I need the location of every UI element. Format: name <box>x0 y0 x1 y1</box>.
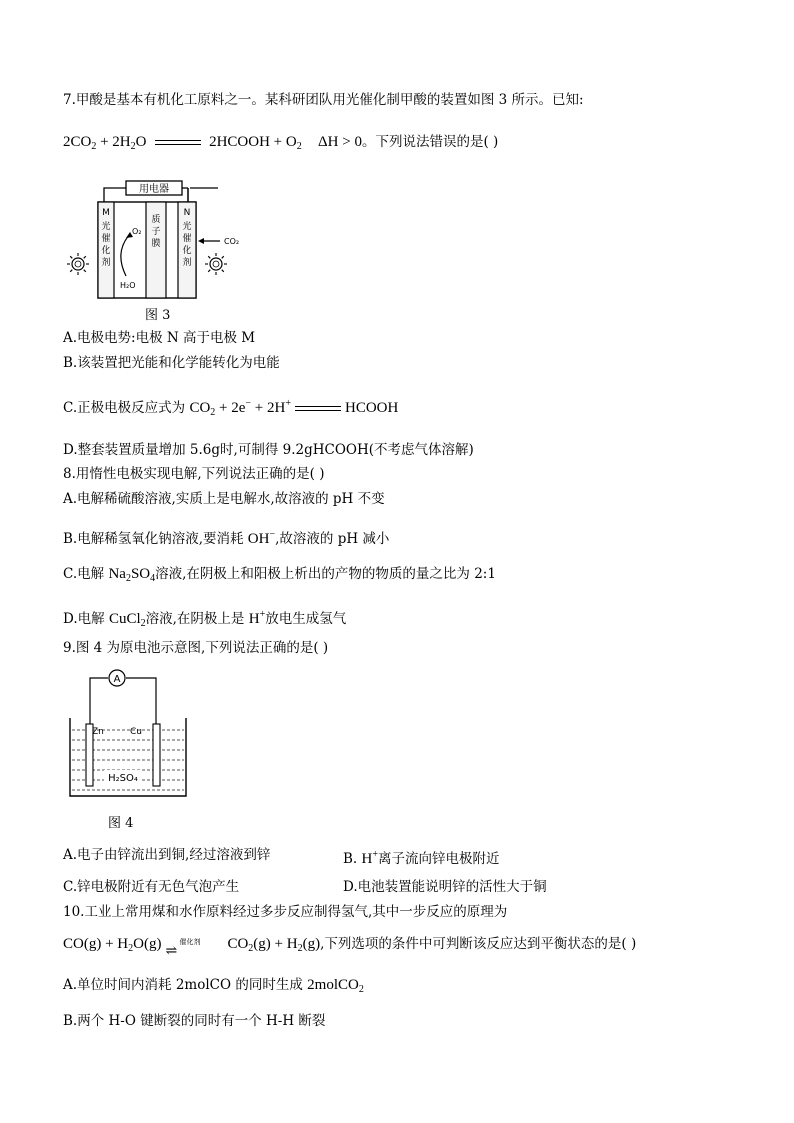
q9-option-a: A.电子由锌流出到铜,经过溶液到锌 <box>63 847 271 863</box>
q7-option-c-reactants: $CO_2 + 2e^- + 2H^+$ <box>189 398 291 418</box>
svg-text:剂: 剂 <box>101 258 111 268</box>
svg-text:H₂O: H₂O <box>120 281 136 290</box>
q10-option-b: B.两个 H-O 键断裂的同时有一个 H-H 断裂 <box>63 1013 326 1029</box>
svg-text:质: 质 <box>151 215 161 225</box>
q10-equation <box>63 934 636 959</box>
reversible-arrow-icon: 催化剂 ⇌ <box>165 937 201 959</box>
q7-eq-left: $2CO_2 + 2H_2O$ <box>63 134 147 152</box>
q8-option-a: A.电解稀硫酸溶液,实质上是电解水,故溶液的 pH 不变 <box>63 491 385 507</box>
q10-option-a-prefix: A.单位时间内消耗 2molCO 的同时生成 <box>63 977 308 993</box>
q8-option-b-prefix: B.电解稀氢氧化钠溶液,要消耗 <box>63 531 248 547</box>
q7-option-d: D.整套装置质量增加 5.6g时,可制得 9.2gHCOOH(不考虑气体溶解) <box>63 442 474 458</box>
q10-stem: 10.工业上常用煤和水作原料经过多步反应制得氢气,其中一步反应的原理为 <box>63 904 508 920</box>
q7-option-c <box>63 394 398 423</box>
svg-text:M: M <box>102 208 110 218</box>
svg-text:子: 子 <box>151 227 161 237</box>
q8-option-c <box>63 564 496 589</box>
q9-stem: 9.图 4 为原电池示意图,下列说法正确的是( ) <box>63 640 329 656</box>
svg-text:化: 化 <box>182 246 192 256</box>
q10-reactants: $CO(g) + H_2O(g)$ <box>63 936 162 954</box>
equals-arrow-icon <box>295 404 341 414</box>
q9-option-d: D.电池装置能说明锌的活性大于铜 <box>343 879 547 895</box>
q10-option-a-chem: 2molCO$_2$ <box>307 977 364 995</box>
q8-option-c-suffix: 溶液,在阴极上和阳极上析出的产物的物质的量之比为 2:1 <box>155 566 496 582</box>
svg-text:光: 光 <box>101 222 111 232</box>
cu-label: Cu <box>130 727 142 737</box>
q9-option-b-ion: H+ <box>361 849 378 867</box>
q7-option-c-product: HCOOH <box>344 400 399 416</box>
q10-products: $CO_2(g) + H_2(g)$ <box>227 936 321 954</box>
svg-text:CO₂: CO₂ <box>224 237 240 246</box>
q7-option-a: A.电极电势:电极 N 高于电极 M <box>63 330 256 346</box>
q8-option-b-ion: OH− <box>247 529 276 547</box>
q7-equation <box>63 132 498 157</box>
figure-4-galvanic-cell <box>68 668 188 800</box>
q8-option-d-ion: H+ <box>248 609 266 627</box>
svg-text:化: 化 <box>101 246 111 256</box>
q7-eq-right: 2HCOOH + $O_2$ <box>209 134 302 152</box>
q7-option-c-prefix: C.正极电极反应式为 <box>63 400 190 416</box>
electrolyte-label: H₂SO₄ <box>108 773 138 784</box>
svg-text:催: 催 <box>182 234 192 244</box>
q10-option-a <box>63 975 364 1000</box>
copper-electrode <box>153 724 160 786</box>
q8-option-d <box>63 605 346 634</box>
q8-option-c-chem: $Na_2SO_4$ <box>108 566 156 584</box>
q8-option-c-prefix: C.电解 <box>63 566 109 582</box>
sun-icon <box>67 253 89 275</box>
svg-text:N: N <box>183 208 191 218</box>
q8-option-d-suffix: 放电生成氢气 <box>265 611 347 627</box>
svg-text:光: 光 <box>182 222 192 232</box>
q9-option-b-prefix: B. <box>343 851 362 867</box>
q9-option-b-suffix: 离子流向锌电极附近 <box>378 851 500 867</box>
figure-3-photocatalysis-device <box>60 172 260 302</box>
svg-text:O₂: O₂ <box>132 227 142 236</box>
q10-tail: ,下列选项的条件中可判断该反应达到平衡状态的是( ) <box>320 936 637 952</box>
q8-option-b <box>63 525 389 549</box>
svg-text:剂: 剂 <box>182 258 192 268</box>
svg-text:催: 催 <box>101 234 111 244</box>
ammeter-label: A <box>113 674 121 685</box>
q8-stem: 8.用惰性电极实现电解,下列说法正确的是( ) <box>63 466 325 482</box>
q8-option-d-chem: CuCl$_2$ <box>108 611 146 629</box>
equals-arrow-icon <box>155 138 201 148</box>
q8-option-d-mid: 溶液,在阴极上是 <box>145 611 249 627</box>
figure-4-caption: 图 4 <box>108 816 134 831</box>
figure-3-caption: 图 3 <box>145 308 171 323</box>
device-label: 用电器 <box>139 184 169 195</box>
q7-option-b: B.该装置把光能和化学能转化为电能 <box>63 355 280 371</box>
sun-icon <box>205 253 227 275</box>
q8-option-d-prefix: D.电解 <box>63 611 109 627</box>
svg-text:膜: 膜 <box>151 239 161 249</box>
q7-stem: 7.甲酸是基本有机化工原料之一。某科研团队用光催化制甲酸的装置如图 3 所示。已知: <box>63 92 584 108</box>
q8-option-b-suffix: ,故溶液的 pH 减小 <box>275 531 390 547</box>
q7-delta-h: ΔH > 0 <box>318 134 362 150</box>
q9-option-b <box>343 845 500 869</box>
q9-option-c: C.锌电极附近有无色气泡产生 <box>63 879 240 895</box>
q7-tail: 。下列说法错误的是( ) <box>361 134 499 150</box>
zn-label: Zn <box>92 727 104 737</box>
